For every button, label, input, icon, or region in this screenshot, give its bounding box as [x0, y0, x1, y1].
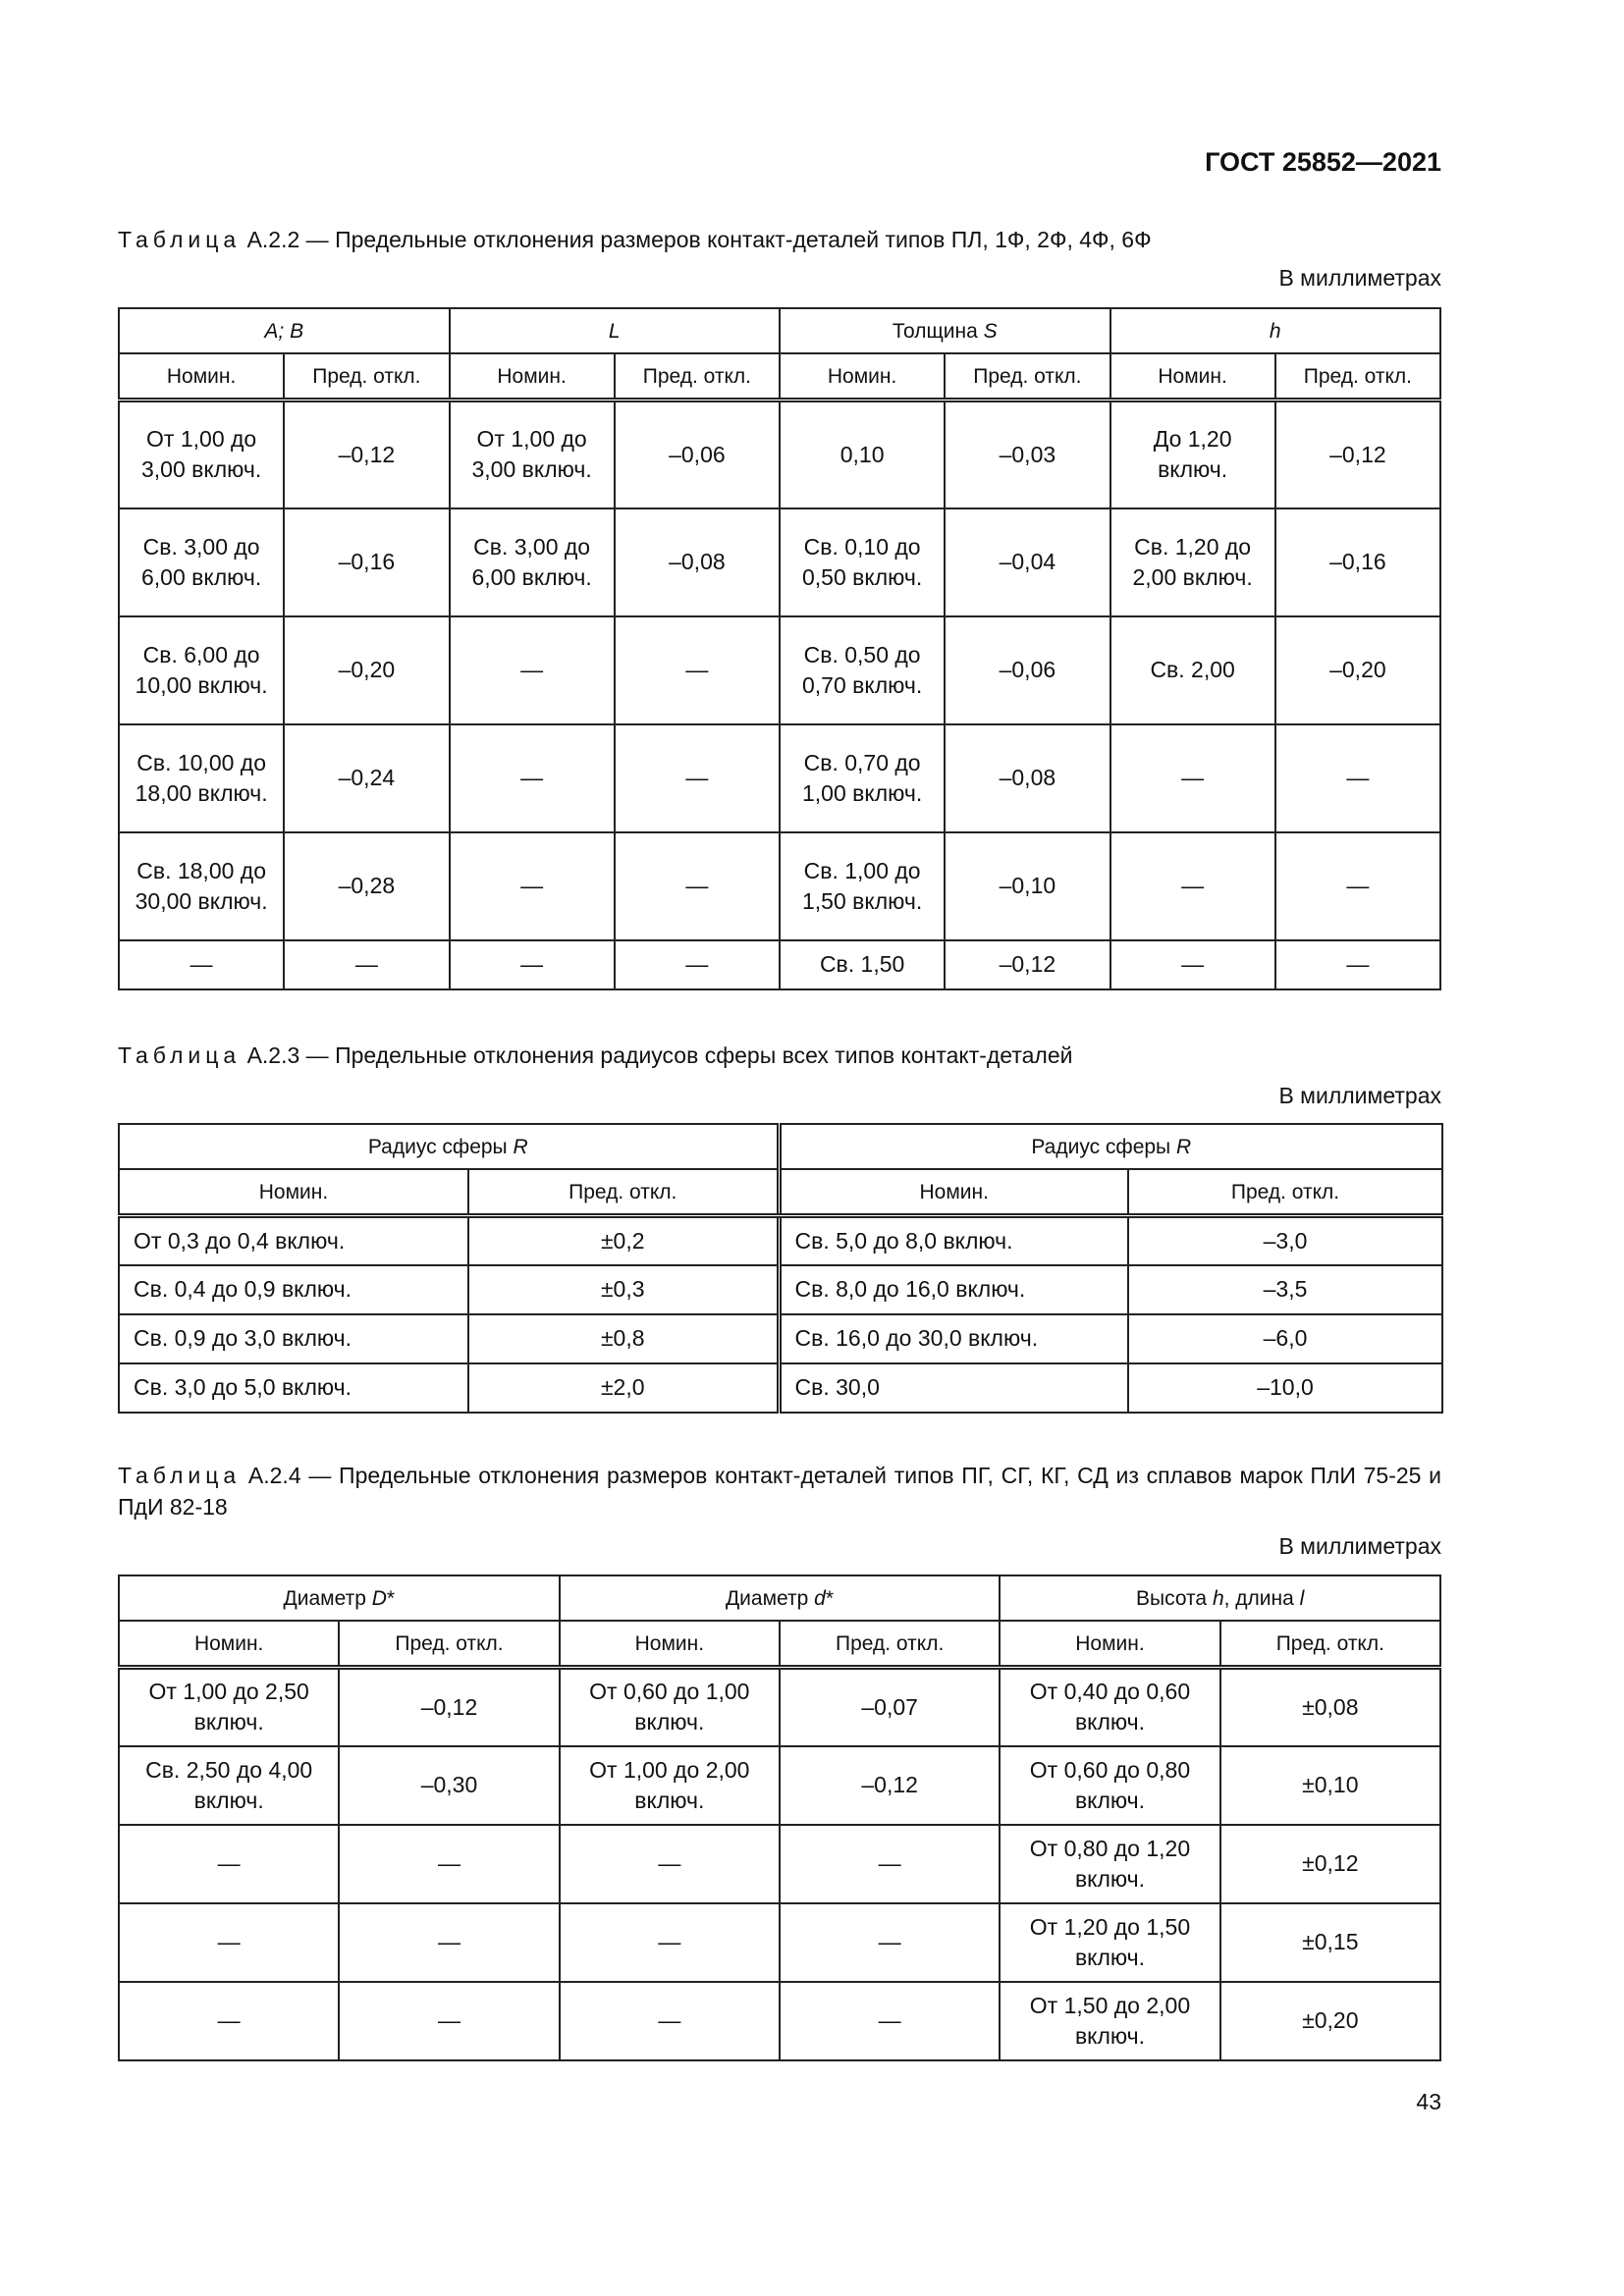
table-a23 — [118, 1123, 1443, 1414]
table-a24 — [118, 1575, 1441, 2061]
cell-nominal: От 0,60 до 0,80 включ. — [1000, 1746, 1219, 1825]
cell-nominal: От 1,00 до 2,50 включ. — [119, 1668, 339, 1746]
table-row — [119, 1314, 1442, 1363]
cell-deviation: — — [284, 940, 449, 989]
table-row — [119, 1982, 1440, 2060]
cell-nominal: — — [450, 832, 615, 940]
table-a23-label: Таблица — [118, 1042, 242, 1068]
col-group-diameter-d: Диаметр d* — [560, 1575, 1001, 1621]
cell-nominal: Св. 2,00 — [1110, 616, 1275, 724]
cell-deviation: –0,03 — [945, 400, 1110, 508]
cell-deviation: –3,0 — [1128, 1216, 1442, 1265]
cell-deviation: — — [780, 1982, 1000, 2060]
table-row — [119, 1265, 1442, 1314]
table-row — [119, 832, 1440, 940]
table-row — [119, 1825, 1440, 1903]
cell-nominal: От 0,40 до 0,60 включ. — [1000, 1668, 1219, 1746]
cell-deviation: — — [339, 1825, 559, 1903]
table-row — [119, 1903, 1440, 1982]
table-a24-unit: В миллиметрах — [1278, 1533, 1441, 1559]
col-dev: Пред. откл. — [1220, 1621, 1440, 1668]
cell-deviation: –0,16 — [1275, 508, 1440, 616]
col-group-ab: A; B — [119, 308, 450, 353]
cell-nominal: — — [1110, 724, 1275, 832]
cell-deviation: –0,24 — [284, 724, 449, 832]
cell-nominal: Св. 1,00 до 1,50 включ. — [780, 832, 945, 940]
col-group-thickness: Толщина S — [780, 308, 1110, 353]
cell-deviation: –0,12 — [1275, 400, 1440, 508]
cell-nominal: Св. 30,0 — [779, 1363, 1128, 1413]
col-nom: Номин. — [119, 1621, 339, 1668]
col-nom: Номин. — [119, 353, 284, 400]
col-dev: Пред. откл. — [284, 353, 449, 400]
cell-nominal: Св. 16,0 до 30,0 включ. — [779, 1314, 1128, 1363]
cell-nominal: 0,10 — [780, 400, 945, 508]
page-number: 43 — [1416, 2089, 1441, 2114]
table-a23-unit: В миллиметрах — [1278, 1083, 1441, 1108]
cell-nominal: — — [560, 1903, 780, 1982]
table-row — [119, 1746, 1440, 1825]
cell-deviation: –0,28 — [284, 832, 449, 940]
col-dev: Пред. откл. — [945, 353, 1110, 400]
cell-nominal: Св. 0,70 до 1,00 включ. — [780, 724, 945, 832]
col-nom: Номин. — [1000, 1621, 1219, 1668]
table-row — [119, 1216, 1442, 1265]
table-a24-caption — [118, 1460, 1441, 1522]
cell-nominal: От 0,80 до 1,20 включ. — [1000, 1825, 1219, 1903]
cell-deviation: –0,08 — [615, 508, 780, 616]
cell-deviation: ±0,10 — [1220, 1746, 1440, 1825]
cell-deviation: — — [780, 1903, 1000, 1982]
cell-deviation: — — [780, 1825, 1000, 1903]
cell-nominal: — — [1110, 832, 1275, 940]
table-row — [119, 616, 1440, 724]
cell-deviation: — — [339, 1903, 559, 1982]
cell-deviation: — — [615, 832, 780, 940]
col-nom: Номин. — [119, 1169, 468, 1216]
cell-deviation: –0,08 — [945, 724, 1110, 832]
cell-nominal: Св. 0,4 до 0,9 включ. — [119, 1265, 468, 1314]
cell-deviation: — — [615, 724, 780, 832]
cell-nominal: Св. 8,0 до 16,0 включ. — [779, 1265, 1128, 1314]
cell-deviation: –0,12 — [780, 1746, 1000, 1825]
cell-nominal: От 1,20 до 1,50 включ. — [1000, 1903, 1219, 1982]
col-dev: Пред. откл. — [780, 1621, 1000, 1668]
cell-deviation: ±0,3 — [468, 1265, 779, 1314]
cell-deviation: –0,12 — [339, 1668, 559, 1746]
cell-nominal: Св. 2,50 до 4,00 включ. — [119, 1746, 339, 1825]
cell-deviation: — — [615, 616, 780, 724]
cell-nominal: От 1,00 до 3,00 включ. — [119, 400, 284, 508]
table-row — [119, 1363, 1442, 1413]
table-a23-caption — [118, 1040, 1441, 1071]
col-nom: Номин. — [779, 1169, 1128, 1216]
col-nom: Номин. — [780, 353, 945, 400]
table-row — [119, 724, 1440, 832]
cell-nominal: Св. 3,00 до 6,00 включ. — [450, 508, 615, 616]
table-a22-title: А.2.2 — Предельные отклонения размеров контакт-деталей типов ПЛ, 1Ф, 2Ф, 4Ф, 6Ф — [246, 227, 1152, 252]
cell-deviation: ±0,12 — [1220, 1825, 1440, 1903]
cell-nominal: — — [119, 1982, 339, 2060]
col-group-radius-left: Радиус сферы R — [119, 1124, 779, 1169]
cell-nominal: — — [560, 1982, 780, 2060]
cell-deviation: ±0,15 — [1220, 1903, 1440, 1982]
col-group-height-length: Высота h, длина l — [1000, 1575, 1440, 1621]
col-dev: Пред. откл. — [1128, 1169, 1442, 1216]
cell-nominal: Св. 5,0 до 8,0 включ. — [779, 1216, 1128, 1265]
cell-nominal: — — [450, 616, 615, 724]
cell-deviation: — — [339, 1982, 559, 2060]
cell-deviation: — — [615, 940, 780, 989]
table-a24-label: Таблица — [118, 1463, 242, 1488]
table-a24-sub-header — [119, 1621, 1440, 1668]
cell-nominal: Св. 18,00 до 30,00 включ. — [119, 832, 284, 940]
col-group-radius-right: Радиус сферы R — [779, 1124, 1442, 1169]
cell-deviation: –0,06 — [615, 400, 780, 508]
col-dev: Пред. откл. — [1275, 353, 1440, 400]
cell-nominal: Св. 0,10 до 0,50 включ. — [780, 508, 945, 616]
table-a22-body — [119, 400, 1440, 989]
table-a24-title: А.2.4 — Предельные отклонения размеров контакт-деталей типов ПГ, СГ, КГ, СД из сплавов марок ПлИ 75-25 и ПдИ 82-18 — [118, 1463, 1441, 1520]
table-a23-body — [119, 1216, 1442, 1413]
col-nom: Номин. — [450, 353, 615, 400]
cell-nominal: Св. 10,00 до 18,00 включ. — [119, 724, 284, 832]
table-a23-title: А.2.3 — Предельные отклонения радиусов сферы всех типов контакт-деталей — [246, 1042, 1073, 1068]
col-dev: Пред. откл. — [339, 1621, 559, 1668]
table-a22 — [118, 307, 1441, 990]
col-nom: Номин. — [560, 1621, 780, 1668]
col-nom: Номин. — [1110, 353, 1275, 400]
cell-nominal: Св. 0,9 до 3,0 включ. — [119, 1314, 468, 1363]
table-a23-sub-header — [119, 1169, 1442, 1216]
table-row — [119, 1668, 1440, 1746]
cell-deviation: –0,30 — [339, 1746, 559, 1825]
cell-nominal: — — [119, 940, 284, 989]
table-row — [119, 400, 1440, 508]
cell-deviation: ±0,08 — [1220, 1668, 1440, 1746]
cell-nominal: От 1,50 до 2,00 включ. — [1000, 1982, 1219, 2060]
cell-deviation: — — [1275, 832, 1440, 940]
table-row — [119, 940, 1440, 989]
cell-deviation: ±0,8 — [468, 1314, 779, 1363]
cell-nominal: — — [119, 1903, 339, 1982]
col-group-l: L — [450, 308, 781, 353]
cell-nominal: От 1,00 до 2,00 включ. — [560, 1746, 780, 1825]
cell-deviation: –3,5 — [1128, 1265, 1442, 1314]
col-group-h: h — [1110, 308, 1441, 353]
cell-deviation: –6,0 — [1128, 1314, 1442, 1363]
cell-nominal: От 0,60 до 1,00 включ. — [560, 1668, 780, 1746]
cell-deviation: –0,06 — [945, 616, 1110, 724]
cell-deviation: –0,12 — [284, 400, 449, 508]
col-dev: Пред. откл. — [468, 1169, 779, 1216]
cell-deviation: — — [1275, 940, 1440, 989]
cell-nominal: — — [450, 724, 615, 832]
cell-deviation: –0,07 — [780, 1668, 1000, 1746]
cell-nominal: От 0,3 до 0,4 включ. — [119, 1216, 468, 1265]
cell-deviation: –0,12 — [945, 940, 1110, 989]
cell-nominal: — — [560, 1825, 780, 1903]
col-dev: Пред. откл. — [615, 353, 780, 400]
cell-nominal: Св. 0,50 до 0,70 включ. — [780, 616, 945, 724]
table-a22-label: Таблица — [118, 227, 242, 252]
document-header: ГОСТ 25852—2021 — [1205, 147, 1441, 177]
cell-nominal: Св. 3,0 до 5,0 включ. — [119, 1363, 468, 1413]
cell-nominal: — — [1110, 940, 1275, 989]
cell-nominal: Св. 3,00 до 6,00 включ. — [119, 508, 284, 616]
table-a24-body — [119, 1668, 1440, 2060]
cell-nominal: Св. 6,00 до 10,00 включ. — [119, 616, 284, 724]
cell-nominal: Св. 1,20 до 2,00 включ. — [1110, 508, 1275, 616]
cell-deviation: — — [1275, 724, 1440, 832]
cell-nominal: До 1,20 включ. — [1110, 400, 1275, 508]
cell-deviation: –0,10 — [945, 832, 1110, 940]
cell-deviation: –0,16 — [284, 508, 449, 616]
table-a22-unit: В миллиметрах — [1278, 265, 1441, 291]
cell-deviation: –0,20 — [284, 616, 449, 724]
cell-deviation: –10,0 — [1128, 1363, 1442, 1413]
col-group-diameter-D: Диаметр D* — [119, 1575, 560, 1621]
table-a22-caption — [118, 224, 1441, 255]
cell-deviation: ±2,0 — [468, 1363, 779, 1413]
cell-deviation: ±0,2 — [468, 1216, 779, 1265]
table-a22-sub-header — [119, 353, 1440, 400]
table-a23-group-header — [119, 1124, 1442, 1169]
cell-deviation: ±0,20 — [1220, 1982, 1440, 2060]
cell-deviation: –0,20 — [1275, 616, 1440, 724]
cell-nominal: От 1,00 до 3,00 включ. — [450, 400, 615, 508]
cell-deviation: –0,04 — [945, 508, 1110, 616]
table-row — [119, 508, 1440, 616]
table-a22-group-header — [119, 308, 1440, 353]
cell-nominal: — — [450, 940, 615, 989]
cell-nominal: Св. 1,50 — [780, 940, 945, 989]
cell-nominal: — — [119, 1825, 339, 1903]
table-a24-group-header — [119, 1575, 1440, 1621]
